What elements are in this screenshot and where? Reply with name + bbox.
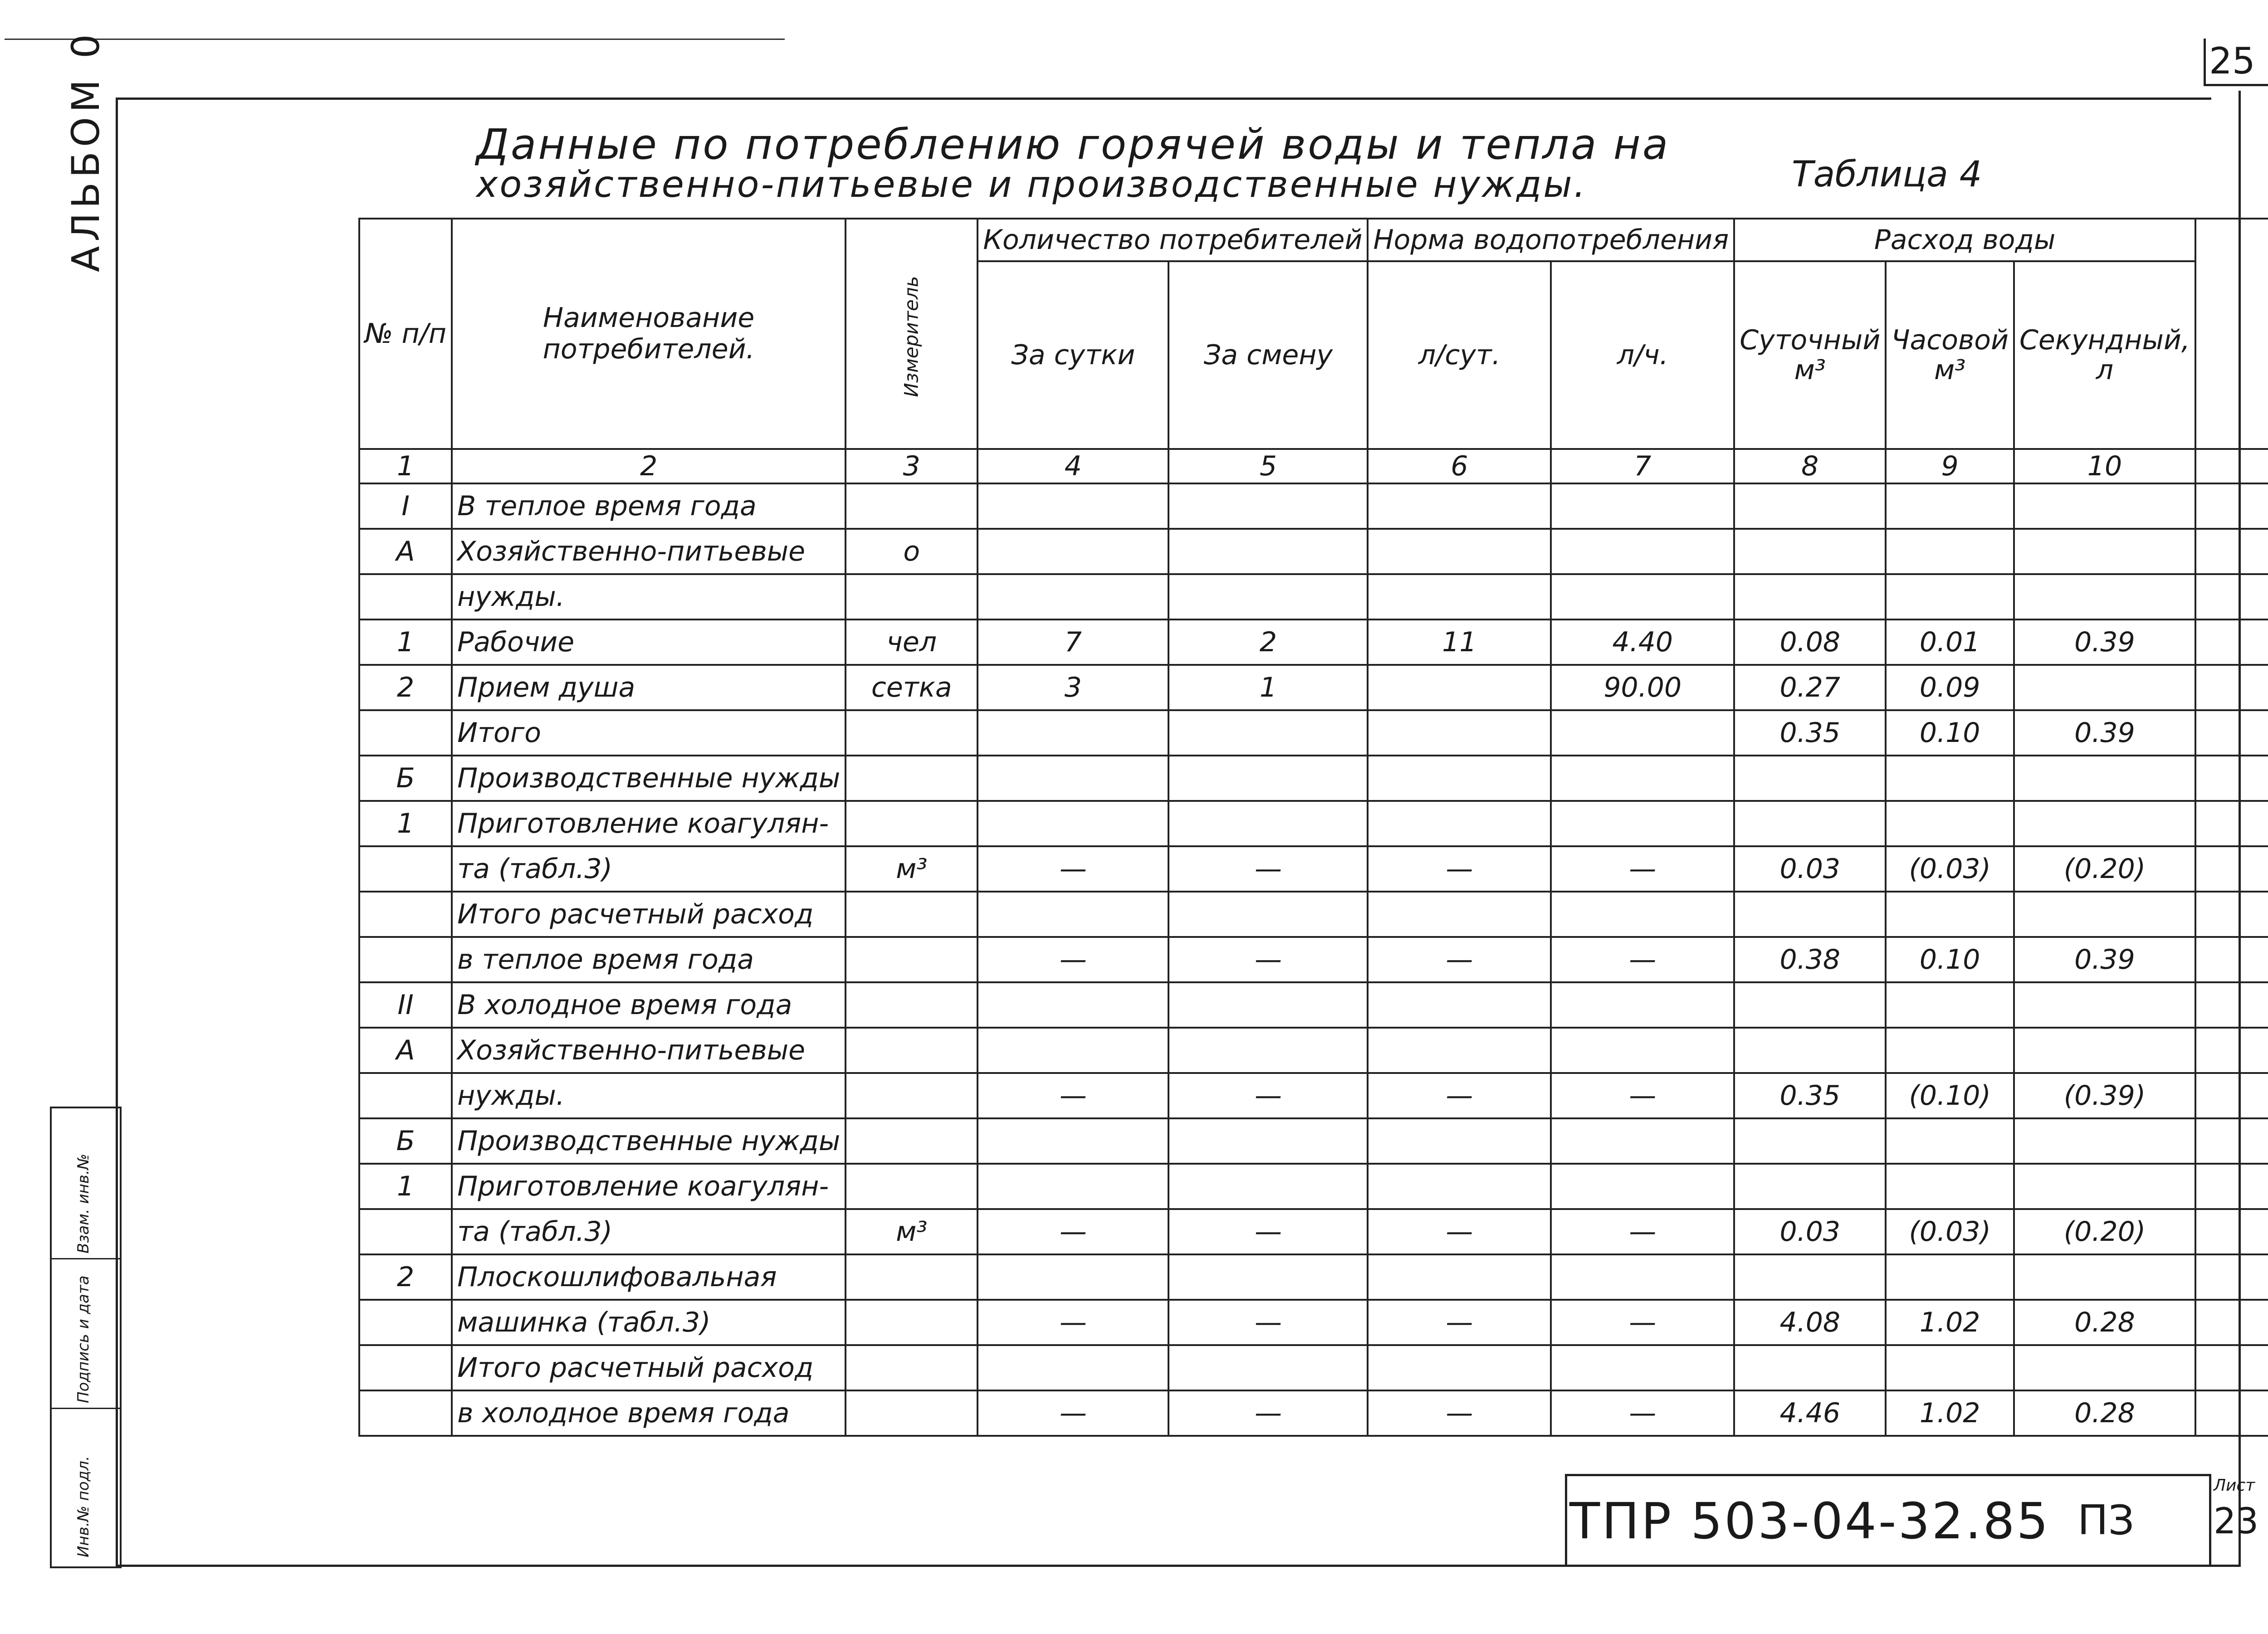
- table-cell: [359, 892, 452, 937]
- table-cell: [359, 1300, 452, 1345]
- table-row: [359, 1073, 2268, 1118]
- table-cell: [1734, 1254, 1886, 1300]
- table-cell: —: [1168, 937, 1368, 982]
- document-section: ПЗ: [2077, 1497, 2135, 1544]
- table-cell: [1734, 483, 1886, 529]
- table-cell: [978, 710, 1168, 756]
- table-cell: А: [359, 529, 452, 574]
- table-row: [359, 982, 2268, 1028]
- table-cell: [1168, 483, 1368, 529]
- row-label-cell: машинка (табл.3): [452, 1300, 846, 1345]
- table-row: [359, 892, 2268, 937]
- table-cell: [1368, 1118, 1551, 1164]
- table-cell: [978, 892, 1168, 937]
- row-label-cell: Итого: [452, 710, 846, 756]
- table-cell: 90.00: [1551, 665, 1734, 710]
- table-cell: [1551, 574, 1734, 619]
- table-cell: —: [1168, 1073, 1368, 1118]
- table-cell: [1886, 982, 2014, 1028]
- table-cell: [1168, 1164, 1368, 1209]
- row-label-cell: Рабочие: [452, 619, 846, 665]
- table-cell: —: [978, 846, 1168, 892]
- table-row: [359, 846, 2268, 892]
- table-cell: [1886, 892, 2014, 937]
- table-cell: [2014, 483, 2195, 529]
- table-cell: 1.02: [1886, 1390, 2014, 1436]
- table-cell: [978, 1118, 1168, 1164]
- header-per-shift: За смену: [1168, 261, 1368, 449]
- table-cell: 0.28: [2014, 1300, 2195, 1345]
- table-cell: [2014, 529, 2195, 574]
- row-label-cell: Прием душа: [452, 665, 846, 710]
- row-label-cell: нужды.: [452, 1073, 846, 1118]
- table-cell: (0.03): [1886, 1209, 2014, 1254]
- header-daily: Суточный м³: [1734, 261, 1886, 449]
- table-cell: —: [1168, 1300, 1368, 1345]
- table-cell: [1734, 1164, 1886, 1209]
- row-label-cell: Производственные нужды: [452, 756, 846, 801]
- table-cell: [1168, 801, 1368, 846]
- table-cell: [1886, 1118, 2014, 1164]
- table-cell: [2195, 982, 2268, 1028]
- sheet-label: Лист: [2214, 1476, 2255, 1495]
- row-label-cell: Хозяйственно-питьевые: [452, 1028, 846, 1073]
- table-cell: I: [359, 483, 452, 529]
- table-cell: [846, 1345, 978, 1390]
- table-cell: [978, 529, 1168, 574]
- table-cell: [2195, 574, 2268, 619]
- table-cell: [1886, 756, 2014, 801]
- table-cell: [846, 892, 978, 937]
- table-cell: [2195, 937, 2268, 982]
- table-cell: —: [978, 1300, 1168, 1345]
- table-cell: [2195, 1345, 2268, 1390]
- table-cell: [2195, 1118, 2268, 1164]
- table-cell: [1551, 801, 1734, 846]
- table-row: [359, 1300, 2268, 1345]
- table-cell: [1886, 801, 2014, 846]
- table-cell: [2195, 892, 2268, 937]
- table-cell: [359, 1209, 452, 1254]
- table-cell: [1734, 1028, 1886, 1073]
- table-cell: [2195, 483, 2268, 529]
- column-number-row: [359, 449, 2268, 483]
- table-cell: [978, 483, 1168, 529]
- table-cell: [2014, 982, 2195, 1028]
- column-number-cell: 3: [846, 449, 978, 483]
- header-per-day: За сутки: [978, 261, 1168, 449]
- table-cell: Б: [359, 756, 452, 801]
- column-number-cell: 7: [1551, 449, 1734, 483]
- column-number-cell: 6: [1368, 449, 1551, 483]
- consumption-table: [358, 218, 2268, 1437]
- table-row: [359, 1390, 2268, 1436]
- table-cell: [846, 1073, 978, 1118]
- header-flow-group: Расход воды: [1734, 219, 2195, 261]
- table-cell: [1368, 483, 1551, 529]
- table-cell: [846, 1118, 978, 1164]
- table-cell: 11: [1368, 619, 1551, 665]
- table-cell: [1368, 756, 1551, 801]
- header-consumers-group: Количество потребителей: [978, 219, 1368, 261]
- row-label-cell: Производственные нужды: [452, 1118, 846, 1164]
- table-cell: [1368, 529, 1551, 574]
- stamp-label-replacement: Взам. инв.№: [74, 1153, 93, 1254]
- stamp-label-inventory: Инв.№ подл.: [74, 1456, 93, 1557]
- table-row: [359, 665, 2268, 710]
- table-cell: [2195, 619, 2268, 665]
- table-cell: [2195, 846, 2268, 892]
- table-cell: [1734, 801, 1886, 846]
- table-cell: [1368, 1254, 1551, 1300]
- table-cell: —: [978, 937, 1168, 982]
- table-cell: [1168, 1345, 1368, 1390]
- table-cell: 4.40: [1551, 619, 1734, 665]
- table-cell: [1168, 574, 1368, 619]
- table-cell: [846, 483, 978, 529]
- table-cell: [2014, 756, 2195, 801]
- table-cell: [1368, 892, 1551, 937]
- table-cell: 0.39: [2014, 619, 2195, 665]
- table-cell: [1551, 892, 1734, 937]
- column-number-cell: 9: [1886, 449, 2014, 483]
- table-cell: [2014, 1345, 2195, 1390]
- table-cell: 3: [978, 665, 1168, 710]
- table-cell: [846, 801, 978, 846]
- table-cell: —: [1551, 1209, 1734, 1254]
- table-cell: —: [1551, 1300, 1734, 1345]
- row-label-cell: Приготовление коагулян-: [452, 1164, 846, 1209]
- row-label-cell: та (табл.3): [452, 1209, 846, 1254]
- table-cell: (0.20): [2014, 1209, 2195, 1254]
- table-cell: А: [359, 1028, 452, 1073]
- table-cell: [2014, 801, 2195, 846]
- table-cell: [1168, 892, 1368, 937]
- table-cell: [1551, 1028, 1734, 1073]
- table-cell: [2195, 1164, 2268, 1209]
- table-cell: 0.09: [1886, 665, 2014, 710]
- table-cell: [2014, 1028, 2195, 1073]
- table-cell: [1551, 1118, 1734, 1164]
- table-cell: м³: [846, 1209, 978, 1254]
- header-l-day: л/сут.: [1368, 261, 1551, 449]
- row-label-cell: В теплое время года: [452, 483, 846, 529]
- table-cell: [1886, 574, 2014, 619]
- table-cell: о: [846, 529, 978, 574]
- header-l-hour: л/ч.: [1551, 261, 1734, 449]
- table-cell: [1168, 982, 1368, 1028]
- row-label-cell: Плоскошлифовальная: [452, 1254, 846, 1300]
- table-cell: —: [1368, 1300, 1551, 1345]
- table-row: [359, 710, 2268, 756]
- header-row-1: [359, 219, 2268, 261]
- top-rule: [5, 39, 785, 40]
- table-cell: II: [359, 982, 452, 1028]
- row-label-cell: нужды.: [452, 574, 846, 619]
- table-row: [359, 1118, 2268, 1164]
- table-cell: [1551, 1345, 1734, 1390]
- table-row: [359, 1164, 2268, 1209]
- frame-top-border: [116, 98, 2211, 100]
- table-cell: [846, 982, 978, 1028]
- table-cell: (0.03): [1886, 846, 2014, 892]
- table-cell: 1: [359, 619, 452, 665]
- column-number-cell: [2195, 449, 2268, 483]
- table-row: [359, 483, 2268, 529]
- table-cell: [846, 1028, 978, 1073]
- table-cell: [1734, 574, 1886, 619]
- table-cell: [846, 937, 978, 982]
- table-cell: 2: [359, 1254, 452, 1300]
- stamp-label-signature: Подпись и дата: [74, 1275, 93, 1403]
- table-cell: [2014, 1254, 2195, 1300]
- table-cell: [2195, 1028, 2268, 1073]
- table-row: [359, 1345, 2268, 1390]
- header-unit: Измеритель: [900, 276, 923, 397]
- table-cell: —: [1368, 846, 1551, 892]
- table-cell: [2014, 665, 2195, 710]
- table-cell: —: [978, 1073, 1168, 1118]
- table-cell: [2014, 1164, 2195, 1209]
- table-cell: [2014, 892, 2195, 937]
- table-cell: [2195, 1073, 2268, 1118]
- table-cell: чел: [846, 619, 978, 665]
- header-second: Секундный, л: [2014, 261, 2195, 449]
- table-row: [359, 1209, 2268, 1254]
- table-cell: [2014, 574, 2195, 619]
- table-cell: 0.03: [1734, 846, 1886, 892]
- table-cell: [2195, 1254, 2268, 1300]
- table-cell: —: [1551, 1073, 1734, 1118]
- table-cell: 0.28: [2014, 1390, 2195, 1436]
- table-cell: 7: [978, 619, 1168, 665]
- header-hourly: Часовой м³: [1886, 261, 2014, 449]
- table-cell: м³: [846, 846, 978, 892]
- sheet-number: 23: [2214, 1501, 2259, 1542]
- row-label-cell: Приготовление коагулян-: [452, 801, 846, 846]
- table-row: [359, 937, 2268, 982]
- column-number-cell: 2: [452, 449, 846, 483]
- table-cell: [359, 1073, 452, 1118]
- column-number-cell: 1: [359, 449, 452, 483]
- column-number-cell: 5: [1168, 449, 1368, 483]
- table-cell: [1368, 665, 1551, 710]
- table-cell: —: [1368, 1390, 1551, 1436]
- table-row: [359, 756, 2268, 801]
- table-cell: [1551, 529, 1734, 574]
- table-cell: [359, 1390, 452, 1436]
- table-cell: [2195, 1300, 2268, 1345]
- row-label-cell: в теплое время года: [452, 937, 846, 982]
- table-cell: [1368, 710, 1551, 756]
- table-cell: —: [1368, 937, 1551, 982]
- table-cell: Б: [359, 1118, 452, 1164]
- table-cell: [1734, 982, 1886, 1028]
- row-label-cell: в холодное время года: [452, 1390, 846, 1436]
- table-cell: 0.38: [1734, 937, 1886, 982]
- table-row: [359, 619, 2268, 665]
- table-cell: [846, 1390, 978, 1436]
- table-cell: [1168, 756, 1368, 801]
- table-cell: (0.10): [1886, 1073, 2014, 1118]
- table-cell: —: [1168, 1209, 1368, 1254]
- table-cell: [978, 1028, 1168, 1073]
- table-cell: —: [1168, 1390, 1368, 1436]
- table-cell: 0.39: [2014, 937, 2195, 982]
- table-cell: [846, 574, 978, 619]
- table-cell: 0.08: [1734, 619, 1886, 665]
- table-cell: [846, 756, 978, 801]
- table-cell: 0.01: [1886, 619, 2014, 665]
- table-cell: [1886, 483, 2014, 529]
- table-cell: [1168, 710, 1368, 756]
- table-cell: [1368, 1164, 1551, 1209]
- header-norm-group: Норма водопотребления: [1368, 219, 1734, 261]
- table-cell: [359, 574, 452, 619]
- table-cell: (0.39): [2014, 1073, 2195, 1118]
- side-stamp: [50, 1107, 122, 1568]
- document-title-line1: Данные по потреблению горячей воды и тепла на: [476, 120, 1670, 169]
- header-num: № п/п: [359, 219, 452, 449]
- table-cell: 2: [359, 665, 452, 710]
- table-cell: [2195, 529, 2268, 574]
- table-cell: 2: [1168, 619, 1368, 665]
- page-number: 25: [2209, 40, 2255, 82]
- table-cell: [846, 1164, 978, 1209]
- table-cell: —: [1368, 1209, 1551, 1254]
- table-cell: [846, 1254, 978, 1300]
- table-cell: [1168, 1254, 1368, 1300]
- table-cell: (0.20): [2014, 846, 2195, 892]
- table-cell: [1886, 1164, 2014, 1209]
- header-name: Наименование потребителей.: [452, 219, 846, 449]
- table-cell: [1368, 574, 1551, 619]
- table-cell: [359, 937, 452, 982]
- table-cell: [1551, 1254, 1734, 1300]
- table-cell: [1734, 1118, 1886, 1164]
- table-cell: [359, 1345, 452, 1390]
- table-cell: —: [978, 1209, 1168, 1254]
- table-cell: [978, 1254, 1168, 1300]
- table-cell: [2195, 1390, 2268, 1436]
- table-cell: [1168, 1028, 1368, 1073]
- table-cell: [2195, 756, 2268, 801]
- table-cell: [2195, 1209, 2268, 1254]
- table-cell: [1734, 892, 1886, 937]
- table-cell: [978, 1164, 1168, 1209]
- table-cell: 0.35: [1734, 710, 1886, 756]
- table-row: [359, 574, 2268, 619]
- table-cell: [1368, 1028, 1551, 1073]
- table-row: [359, 1254, 2268, 1300]
- table-cell: —: [1168, 846, 1368, 892]
- table-cell: —: [1551, 937, 1734, 982]
- table-cell: 4.46: [1734, 1390, 1886, 1436]
- table-cell: [1551, 1164, 1734, 1209]
- table-cell: [978, 982, 1168, 1028]
- table-row: [359, 1028, 2268, 1073]
- table-cell: [1551, 756, 1734, 801]
- header-unit-cell: [846, 219, 978, 449]
- header-temp-cell: [2195, 219, 2268, 449]
- table-cell: 4.08: [1734, 1300, 1886, 1345]
- table-cell: [1368, 982, 1551, 1028]
- table-cell: [1734, 1345, 1886, 1390]
- table-cell: [1368, 801, 1551, 846]
- table-cell: —: [1551, 1390, 1734, 1436]
- table-cell: [1551, 710, 1734, 756]
- table-cell: 0.10: [1886, 710, 2014, 756]
- table-cell: 1.02: [1886, 1300, 2014, 1345]
- table-cell: [1886, 1028, 2014, 1073]
- table-cell: [2195, 801, 2268, 846]
- table-cell: 0.39: [2014, 710, 2195, 756]
- table-cell: [978, 801, 1168, 846]
- album-label: АЛЬБОМ 0: [64, 29, 108, 272]
- table-cell: [978, 1345, 1168, 1390]
- table-cell: [359, 846, 452, 892]
- table-cell: [1551, 483, 1734, 529]
- table-cell: 0.03: [1734, 1209, 1886, 1254]
- table-cell: [2195, 665, 2268, 710]
- table-cell: [2014, 1118, 2195, 1164]
- table-cell: [1886, 1345, 2014, 1390]
- table-cell: [846, 1300, 978, 1345]
- table-cell: 1: [1168, 665, 1368, 710]
- table-cell: [846, 710, 978, 756]
- table-cell: —: [978, 1390, 1168, 1436]
- column-number-cell: 10: [2014, 449, 2195, 483]
- table-cell: —: [1368, 1073, 1551, 1118]
- table-cell: [1551, 982, 1734, 1028]
- document-code: ТПР 503-04-32.85: [1569, 1492, 2050, 1550]
- table-body: [359, 483, 2268, 1436]
- table-cell: 0.10: [1886, 937, 2014, 982]
- table-cell: 1: [359, 801, 452, 846]
- table-cell: [1734, 529, 1886, 574]
- table-cell: [978, 574, 1168, 619]
- table-cell: [1886, 529, 2014, 574]
- column-number-cell: 8: [1734, 449, 1886, 483]
- table-cell: [1886, 1254, 2014, 1300]
- table-cell: [1368, 1345, 1551, 1390]
- table-cell: [978, 756, 1168, 801]
- row-label-cell: Итого расчетный расход: [452, 892, 846, 937]
- column-number-cell: 4: [978, 449, 1168, 483]
- row-label-cell: В холодное время года: [452, 982, 846, 1028]
- table-row: [359, 801, 2268, 846]
- table-cell: 0.27: [1734, 665, 1886, 710]
- table-row: [359, 529, 2268, 574]
- table-cell: 1: [359, 1164, 452, 1209]
- document-title-line2: хозяйственно-питьевые и производственные нужды.: [476, 163, 1587, 205]
- row-label-cell: Хозяйственно-питьевые: [452, 529, 846, 574]
- table-cell: —: [1551, 846, 1734, 892]
- row-label-cell: та (табл.3): [452, 846, 846, 892]
- table-cell: [1168, 1118, 1368, 1164]
- row-label-cell: Итого расчетный расход: [452, 1345, 846, 1390]
- table-cell: 0.35: [1734, 1073, 1886, 1118]
- table-label: Таблица 4: [1792, 154, 1982, 195]
- table-cell: сетка: [846, 665, 978, 710]
- table-cell: [1168, 529, 1368, 574]
- table-cell: [2195, 710, 2268, 756]
- table-cell: [359, 710, 452, 756]
- table-cell: [1734, 756, 1886, 801]
